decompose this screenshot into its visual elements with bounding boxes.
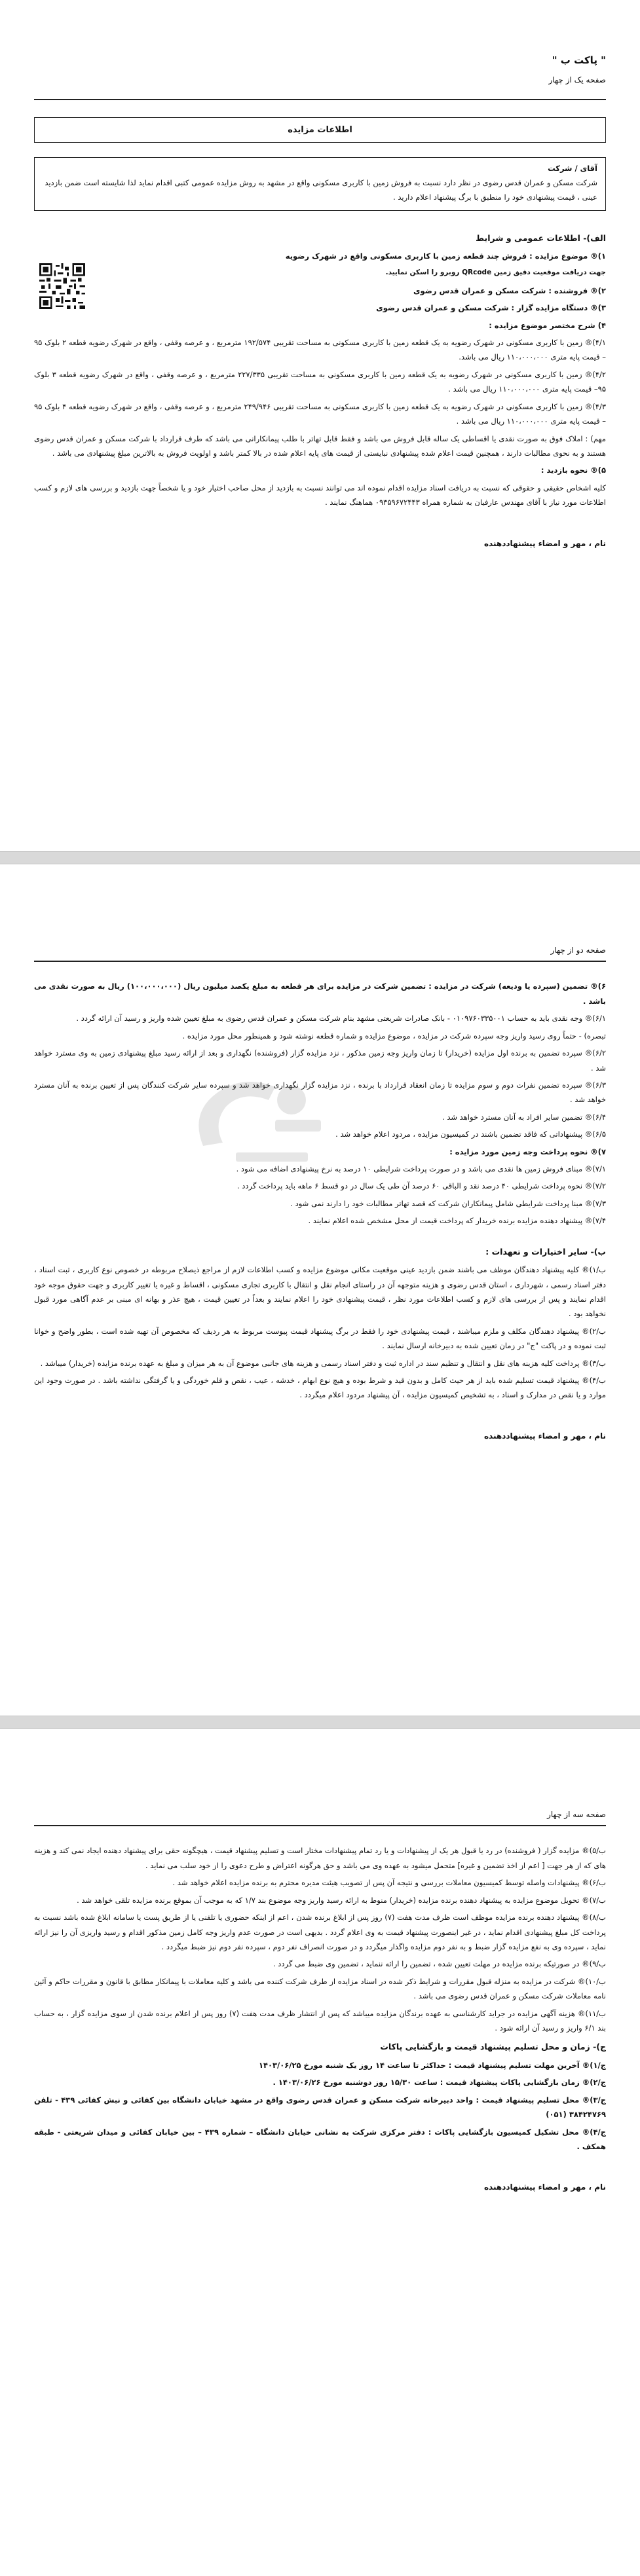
page-number: صفحه دو از چهار	[550, 946, 606, 955]
qr-note: جهت دریافت موقعیت دقیق زمین QRcode روبرو را اسکن نمایید.	[385, 268, 606, 277]
item-b8: ب/۸)® پیشنهاد دهنده برنده مزایده موظف است ظرف مدت هفت (۷) روز پس از ابلاغ برنده شدن ، اعم از اینکه حضوری یا تلفنی یا از طریق پست یا سامانه ابلاغ شده باشد نسبت به پرداخت کل مبلغ پیشنهادی اقدام نماید ، در غیر اینصورت پیشنهاد قیمت به وی اعلام گردد . بدیهی است در صورت عدم واریز وجه کامل زمین مذکور اقدام و رسید واریزی آن را نیز ارائه نماید ، سپرده وی به نفع مزایده گزار ضبط و به نفر دوم مزایده واگذار میگردد و در صورت انصراف نفر دوم ، سپرده نفر دوم نیز ضبط میگردد .	[34, 1913, 606, 1951]
item-7-4: ۷/۴)® پیشنهاد دهنده مزایده برنده خریدار که پرداخت قیمت از محل مشخص شده اعلام نمایند .	[308, 1216, 606, 1226]
item-b3: ب/۳)® پرداخت کلیه هزینه های نقل و انتقال و تنظیم سند در اداره ثبت و دفتر اسناد رسمی و هزینه های جانبی موضوع آن به هر میزان و مبلغ به عهده برنده مزایده (خریدار) میباشد .	[40, 1358, 606, 1368]
item-b5: ب/۵)® مزایده گزار ( فروشنده) در رد یا قبول هر یک از پیشنهادات و یا رد تمام پیشنهادات مختار است و تسلیم پیشنهاد قیمت ، هیچگونه حقی برای پیشنهاد دهنده ایجاد نمی کند و هزینه های که از هر جهت [ اعم از اخذ تضمین و غیره] متحمل میشود به عهده وی می باشد و حق هرگونه اعتراض و طرح دعوی را از خود سلب می نماید .	[34, 1846, 606, 1870]
signature-line: نام ، مهر و امضاء پیشنهاددهنده	[483, 2182, 606, 2192]
page-three	[0, 1729, 640, 2576]
item-6-2: ۶/۲)® سپرده تضمین به برنده اول مزایده (خریدار) تا زمان واریز وجه زمین مذکور ، نزد مزایده گزار (فروشنده) نگهداری و بعد از ارائه رسید مبلغ پیشنهادی زمین به وی مسترد خواهد شد .	[34, 1048, 606, 1073]
page-separator	[0, 851, 640, 864]
item-5-visit: ۵)® نحوه بازدید :	[540, 466, 606, 475]
packet-label: " پاکت ب "	[552, 54, 606, 66]
divider	[34, 99, 606, 100]
addressee-box	[34, 157, 606, 211]
page-separator	[0, 1716, 640, 1729]
addressee-head: آقای / شرکت	[548, 163, 597, 173]
section-c-title: ج)- زمان و محل تسلیم پیشنهاد قیمت و بازگشایی پاکات	[380, 2042, 606, 2052]
item-c4: ج/۴)® محل تشکیل کمیسیون بازگشایی پاکات : دفتر مرکزی شرکت به نشانی خیابان دانشگاه – شماره ۴۳۹ – بین خیابان کفائی و میدان شریعتی - طبقه همکف .	[34, 2127, 606, 2151]
item-b1: ب/۱)® کلیه پیشنهاد دهندگان موظف می باشند ضمن بازدید عینی موقعیت مکانی موضوع مزایده و کسب اطلاعات لازم از مراجع ذیصلاح مربوطه در خصوص نوع کاربری ، ثبت اسناد ، دفتر اسناد رسمی ، شهرداری ، استان قدس رضوی و هزینه متوجهه آن در راستای انجام نقل و انتقال با کاربری تجاری مسکونی ، اقساط و غیره یا تغییر کاربری و جهت حقوق موجه خود اقدام نمایند و پس از بررسی های لازم و کسب اطلاعات مورد نظر ، قیمت پیشنهادی خود را اعلام نمایند و بعداً در تعیین قیمت ، هیچ عذر و بهانه ای مبنی بر عدم آگاهی مورد قبول نخواهد بود .	[34, 1265, 606, 1319]
addressee-text: شرکت مسکن و عمران قدس رضوی در نظر دارد نسبت به فروش زمین با کاربری مسکونی واقع در مشهد به روش مزایده عمومی کتبی اقدام نماید لذا شایسته است ضمن بازدید عینی ، قیمت پیشنهادی خود را منطبق با برگ پیشنهاد اعلام دارید .	[45, 177, 597, 202]
item-7-payment: ۷)® نحوه پرداخت وجه زمین مورد مزایده :	[449, 1147, 606, 1156]
item-3-auctioneer: ۳)® دستگاه مزایده گزار : شرکت مسکن و عمران قدس رضوی	[376, 303, 606, 313]
important-note: مهم) : املاک فوق به صورت نقدی یا اقساطی یک ساله قابل فروش می باشد و فقط قابل تهاتر با طلب پیمانکارانی می باشد که طرف قرارداد با شرکت مسکن و عمران قدس رضوی هستند و به نحوی مطالبات دارند ، همچنین قیمت اعلام شده پیشنهادی نبایستی از قیمت های پایه اعلام شده در بالا کمتر باشد و اولویت فروش به بالاترین مبلغ پیشنهادی می باشد .	[34, 433, 606, 458]
item-6-3: ۶/۳)® سپرده تضمین نفرات دوم و سوم مزایده تا زمان انعقاد قرارداد با برنده ، نزد مزایده گزار نگهداری خواهد شد و سپرده سایر شرکت کنندگان پس از تعیین برنده به آنان مسترد خواهد شد .	[34, 1080, 606, 1105]
item-4-3: ۴/۳)® زمین با کاربری مسکونی در شهرک رضویه به یک قطعه زمین با کاربری مسکونی به مساحت تقریبی ۲۴۹/۹۴۶ مترمربع ، و عرصه وقفی ، واقع در شهرک رضویه قطعه ۴ بلوک ۹۵ – قیمت پایه متری ۱۱۰،۰۰۰،۰۰۰ ریال می باشد .	[34, 401, 606, 426]
item-4-1: ۴/۱)® زمین با کاربری مسکونی در شهرک رضویه به یک قطعه زمین با کاربری مسکونی به مساحت تقریبی ۱۹۲/۵۷۴ مترمربع ، و عرصه وقفی ، واقع در شهرک رضویه قطعه ۲ بلوک ۹۵ – قیمت پایه متری ۱۱۰،۰۰۰،۰۰۰ ریال می باشد.	[34, 338, 606, 362]
item-2-seller: ۲)® فروشنده : شرکت مسکن و عمران قدس رضوی	[413, 285, 606, 295]
page-one	[0, 0, 640, 851]
item-7-1: ۷/۱)® مبنای فروش زمین ها نقدی می باشد و در صورت پرداخت شرایطی ۱۰ درصد به نرخ پیشنهادی اضافه می شود .	[236, 1164, 606, 1174]
document-title: اطلاعات مزایده	[34, 117, 606, 143]
item-b6: ب/۶)® پیشنهادات واصله توسط کمیسیون معاملات بررسی و نتیجه آن پس از تصویب هیئت مدیره محترم به برنده مزایده اعلام خواهد شد .	[172, 1878, 606, 1888]
item-6-5: ۶/۵)® پیشنهاداتی که فاقد تضمین باشند در کمیسیون مزایده ، مردود اعلام خواهد شد .	[335, 1130, 606, 1139]
item-4-summary: ۴) شرح مختصر موضوع مزایده :	[489, 320, 606, 330]
item-c3: ج/۳)® محل تسلیم پیشنهاد قیمت : واحد دبیرخانه شرکت مسکن و عمران قدس رضوی واقع در مشهد خیابان دانشگاه بین کفائی و نبش کفائی ۴۳۹ - تلفن ۳۸۴۲۴۷۶۹ (۰۵۱)	[34, 2095, 607, 2120]
item-b9: ب/۹)® در صورتیکه برنده مزایده در مهلت تعیین شده ، تضمین را ارائه ننماید ، تضمین وی ضبط می گردد .	[273, 1959, 606, 1969]
page-two	[0, 864, 640, 1716]
section-b-title: ب)- سایر اختیارات و تعهدات :	[485, 1246, 606, 1257]
signature-line: نام ، مهر و امضاء پیشنهاددهنده	[483, 538, 606, 548]
signature-line: نام ، مهر و امضاء پیشنهاددهنده	[483, 1431, 606, 1441]
item-b7: ب/۷)® تحویل موضوع مزایده به پیشنهاد دهنده برنده مزایده (خریدار) منوط به ارائه رسید واریز وجه موضوع بند ۱/۷ که به موجب آن بموقع برنده مزایده تلقی خواهد شد .	[77, 1895, 606, 1905]
item-c1: ج/۱)® آخرین مهلت تسلیم پیشنهاد قیمت : حداکثر تا ساعت ۱۴ روز یک شنبه مورخ ۱۴۰۳/۰۶/۲۵	[258, 2060, 606, 2070]
item-4-2: ۴/۲)® زمین با کاربری مسکونی در شهرک رضویه به یک قطعه زمین با کاربری مسکونی به مساحت تقریبی ۲۲۷/۳۳۵ مترمربع ، و عرصه وقفی ، واقع در شهرک رضویه قطعه ۳ بلوک ۹۵– قیمت پایه متری ۱۱۰،۰۰۰،۰۰۰ ریال می باشد .	[34, 369, 606, 394]
page-number: صفحه سه از چهار	[547, 1810, 606, 1819]
item-b10: ب/۱۰)® شرکت در مزایده به منزله قبول مقررات و شرایط ذکر شده در اسناد مزایده از طرف شرکت کننده می باشد و کلیه معاملات با پیمانکار مطابق با قانون و مقررات حاکم و آئین نامه معاملات شرکت مسکن و عمران قدس رضوی می باشد .	[34, 1976, 606, 2001]
item-b2: ب/۲)® پیشنهاد دهندگان مکلف و ملزم میباشند ، قیمت پیشنهادی خود را فقط در برگ پیشنهاد قیمت پیوست مربوط به هر ردیف که مخصوص آن تهیه شده است ، بطور واضح و خوانا ثبت نموده و در پاکت "ج" در زمان تعیین شده به دبیرخانه ارسال نمایند .	[34, 1326, 606, 1351]
divider	[34, 1825, 606, 1826]
item-6-deposit: ۶)® تضمین (سپرده یا ودیعه) شرکت در مزایده : تضمین شرکت در مزایده برای هر قطعه به مبلغ یکصد میلیون ریال (۱۰۰،۰۰۰،۰۰۰) ریال به صورت نقدی می باشد .	[34, 982, 606, 1006]
page-number: صفحه یک از چهار	[548, 75, 606, 85]
item-c2: ج/۲)® زمان بازگشایی پاکات پیشنهاد قیمت : ساعت ۱۵/۳۰ روز دوشنبه مورخ ۱۴۰۳/۰۶/۲۶ .	[273, 2078, 606, 2088]
divider	[34, 961, 606, 962]
qr-code-icon[interactable]	[39, 263, 85, 309]
item-1-subject: ۱)® موضوع مزایده : فروش چند قطعه زمین با کاربری مسکونی واقع در شهرک رضویه	[285, 251, 606, 261]
item-b4: ب/۴)® پیشنهاد قیمت تسلیم شده باید از هر حیث کامل و بدون قید و شرط بوده و هیچ نوع ابهام ، خدشه ، عیب ، نقص و قلم خوردگی و یا گرفتگی نداشته باشد . در صورت وجود این موارد و یا نقص در مدارک و اسناد ، به تشخیص کمیسیون مزایده ، آن پیشنهاد مردود اعلام میگردد .	[34, 1376, 606, 1400]
note: تبصره) - حتماً روی رسید واریز وجه سپرده شرکت در مزایده ، موضوع مزایده و شماره قطعه نوشته شود و همینطور محل مورد مزایده .	[182, 1031, 606, 1040]
item-b11: ب/۱۱)® هزینه آگهی مزایده در جراید کارشناسی به عهده برندگان مزایده میباشد که پس از انتشار ظرف مدت هفت (۷) روز پس از اعلام برنده شدن از سوی مزایده گزار ، به حساب بند ۶/۱ واریز و رسید آن ارائه شود .	[34, 2008, 606, 2033]
item-7-3: ۷/۳)® مبنا پرداخت شرایطی شامل پیمانکاران شرکت که قصد تهاتر مطالبات خود را دارند نمی شود .	[290, 1198, 606, 1208]
item-6-4: ۶/۴)® تضمین سایر افراد به آنان مسترد خواهد شد .	[442, 1112, 606, 1122]
item-6-1: ۶/۱)® وجه نقدی باید به حساب ۰۱۰۹۷۶۰۳۳۵۰۰۱ - بانک صادرات شریعتی مشهد بنام شرکت مسکن و عمران قدس رضوی به مبلغ تعیین شده واریز و رسید آن ارائه گردد .	[76, 1014, 606, 1023]
section-a-title: الف)- اطلاعات عمومی و شرایط	[476, 232, 606, 243]
item-5-text: کلیه اشخاص حقیقی و حقوقی که نسبت به دریافت اسناد مزایده اقدام نموده اند می توانند نسبت به بازدید از محل صاحب اختیار خود و یا شخصاً جهت بازدید و بررسی های لازم و کسب اطلاعات مورد نیاز با آقای مهندس عارفیان به شماره همراه ۰۹۳۵۹۶۷۲۴۴۳ هماهنگ نمایند .	[34, 483, 606, 507]
item-7-2: ۷/۲)® نحوه پرداخت شرایطی ۴۰ درصد نقد و الباقی ۶۰ درصد آن طی یک سال در دو قسط ۶ ماهه باید پرداخت گردد .	[237, 1181, 606, 1191]
